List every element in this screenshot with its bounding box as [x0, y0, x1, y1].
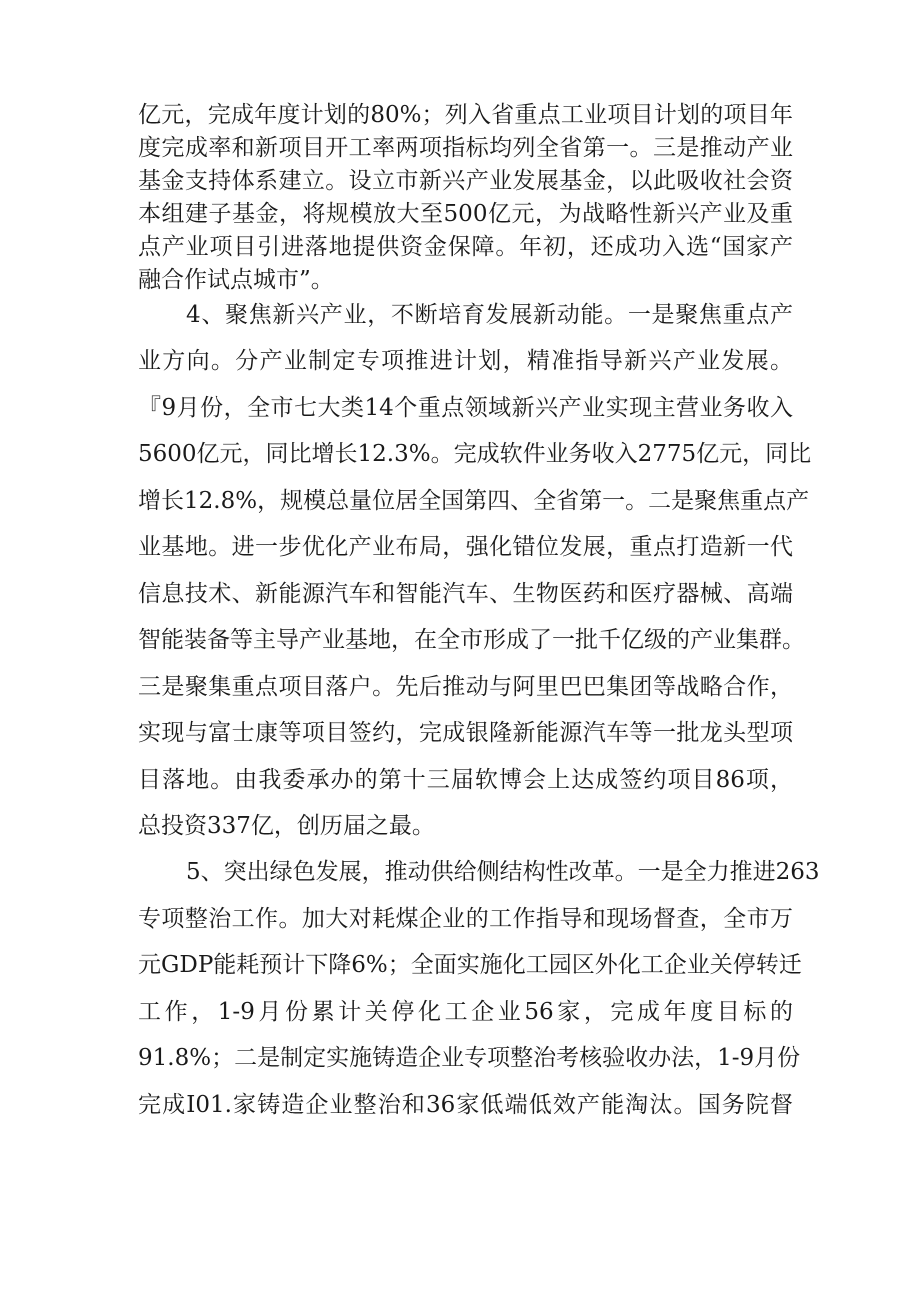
text-line: 三是聚集重点项目落户。先后推动与阿里巴巴集团等战略合作，: [138, 674, 793, 700]
text-line: 增长12.8%，规模总量位居全国第四、全省第一。二是聚焦重点产: [138, 488, 810, 514]
text-line: 基金支持体系建立。设立市新兴产业发展基金，以此吸收社会资: [138, 168, 793, 194]
text-line: 91.8%；二是制定实施铸造企业专项整治考核验收办法，1-9月份: [138, 1045, 801, 1071]
text-line: 『9月份，全市七大类14个重点领域新兴产业实现主营业务收入: [138, 395, 793, 421]
text-line: 元GDP能耗预计下降6%；全面实施化工园区外化工企业关停转迁: [138, 952, 802, 978]
text-line: 度完成率和新项目开工率两项指标均列全省第一。三是推动产业: [138, 135, 793, 161]
text-line: 总投资337亿，创历届之最。: [138, 813, 435, 839]
text-line: 智能装备等主导产业基地，在全市形成了一批千亿级的产业集群。: [138, 627, 805, 653]
text-line: 5600亿元，同比增长12.3%。完成软件业务收入2775亿元，同比: [138, 441, 812, 467]
text-line: 实现与富士康等项目签约，完成银隆新能源汽车等一批龙头型项: [138, 720, 793, 746]
text-line: 专项整治工作。加大对耗煤企业的工作指导和现场督查，全市万: [138, 906, 793, 932]
text-line: 目落地。由我委承办的第十三届软博会上达成签约项目86项，: [138, 767, 793, 793]
text-line: 完成I01.家铸造企业整治和36家低端低效产能淘汰。国务院督: [138, 1092, 793, 1118]
text-line: 业方向。分产业制定专项推进计划，精准指导新兴产业发展。: [138, 348, 793, 374]
text-line: 融合作试点城市”。: [138, 267, 334, 293]
text-line: 本组建子基金，将规模放大至500亿元，为战略性新兴产业及重: [138, 201, 793, 227]
text-line: 业基地。进一步优化产业布局，强化错位发展，重点打造新一代: [138, 534, 793, 560]
text-line: 点产业项目引进落地提供资金保障。年初，还成功入选“国家产: [138, 234, 793, 260]
text-line: 亿元，完成年度计划的80%；列入省重点工业项目计划的项目年: [138, 102, 793, 128]
text-line: 工作，1-9月份累计关停化工企业56家，完成年度目标的: [138, 999, 793, 1025]
paragraph-5-heading-line: 5、突出绿色发展，推动供给侧结构性改革。一是全力推进263: [186, 859, 820, 885]
paragraph-4-heading-line: 4、聚焦新兴产业，不断培育发展新动能。一是聚焦重点产: [186, 302, 793, 328]
text-line: 信息技术、新能源汽车和智能汽车、生物医药和医疗器械、高端: [138, 581, 793, 607]
